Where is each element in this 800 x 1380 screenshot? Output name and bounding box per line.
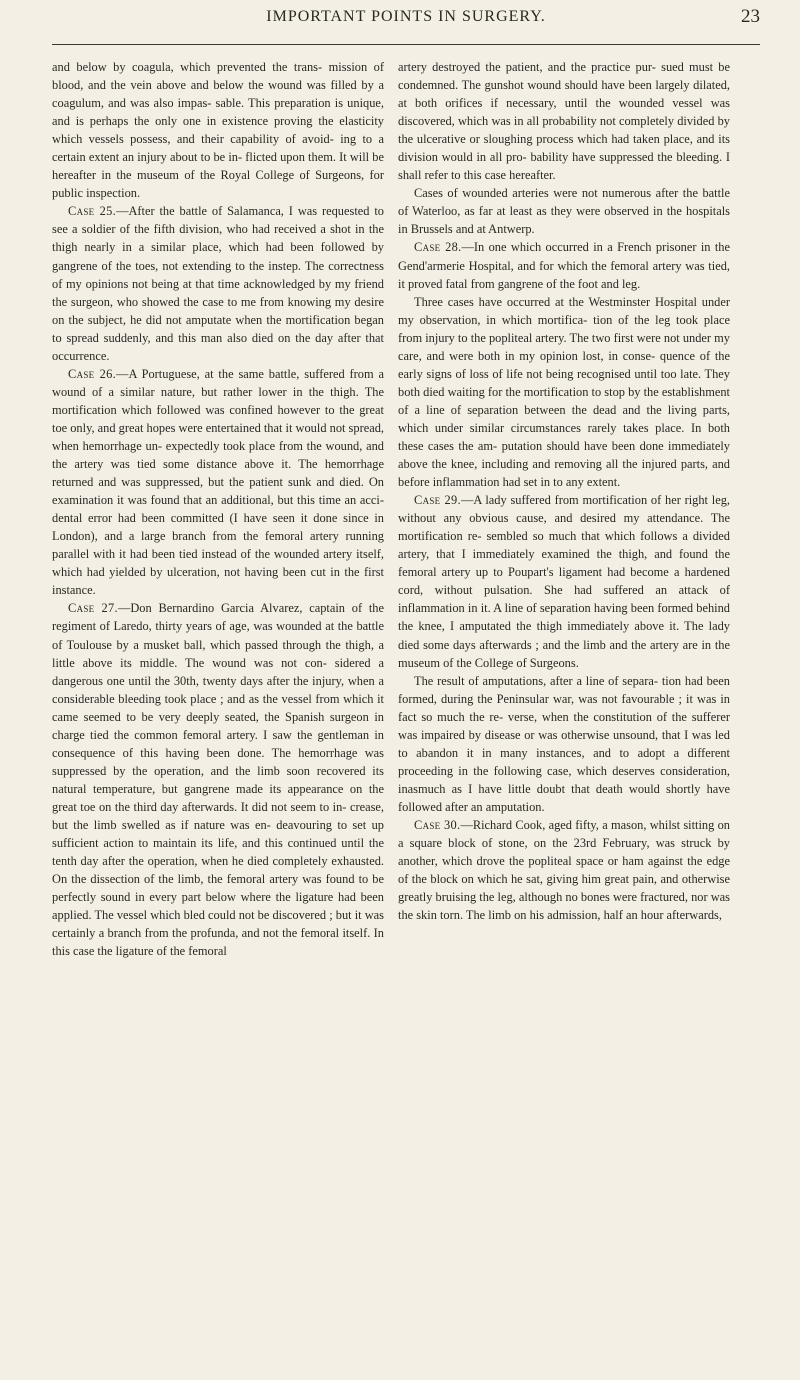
case-label: Case 28.: [414, 240, 462, 255]
page-number: 23: [741, 6, 760, 27]
case-label: Case 30.: [414, 817, 461, 832]
case-26-paragraph: [52, 365, 384, 600]
case-28-paragraph: [398, 238, 730, 292]
page-header: [52, 6, 760, 46]
right-column: [398, 58, 730, 924]
case-label: Case 26.: [68, 366, 117, 381]
paragraph-text: —A Portuguese, at the same battle, suffered from a wound of a similar nature, but rather lower in the thigh. The mortification which followed was confined however to the great toe only, and great hopes were entertained that it would not spread, when hemorrhage un- expectedly took place from the wound, and the artery was tied some distance above it. The hemorrhage returned and was suppressed, but the patient sunk and died. On examination it was found that an additional, but this time an acci- dental error had been committed (I have seen it done since in London), and a large branch from the femoral artery running parallel with it had been tied instead of the wounded artery itself, which had yielded by ulceration, not having been cut in the first instance.: [52, 366, 384, 598]
case-29-paragraph: [398, 491, 730, 671]
running-title: IMPORTANT POINTS IN SURGERY.: [266, 8, 546, 25]
paragraph-text: —Don Bernardino Garcia Alvarez, captain of the regiment of Laredo, thirty years of age, was wounded at the battle of Toulouse by a musket ball, which passed through the thigh, a little above its middle. The wound was not con- sidered a dangerous one until the 30th, twenty days after the injury, when a considerable bleeding took place ; and as the vessel from which it came seemed to be very deeply seated, the Spanish surgeon in charge tied the common femoral artery. I saw the gentleman in consequence of this having been done. The hemorrhage was suppressed by the operation, and the limb soon recovered its natural temperature, but gangrene made its appearance on the great toe on the third day afterwards. It did not seem to in- crease, but the limb swelled as if nature was en- deavouring to set up sufficient action to maintain its life, and this continued until the tenth day after the operation, when he died completely exhausted. On the dissection of the limb, the femoral artery was found to be perfectly sound in every part below where the ligature had been applied. The vessel which bled could not be discovered ; but it was certainly a branch from the profunda, and not the femoral itself. In this case the ligature of the femoral: [52, 601, 384, 959]
paragraph-text: —A lady suffered from mortification of her right leg, without any obvious cause, and desired my attendance. The mortification re- sembled so much that which follows a divided artery, that I immediately examined the thigh, and found the femoral artery up to Poupart's ligament had become a hardened cord, without pulsation. She had suffered an attack of inflammation in it. A line of separation having been formed behind the knee, I amputated the thigh immediately above it. The lady died some days afterwards ; and the limb and the artery are in the museum of the College of Surgeons.: [398, 493, 730, 670]
paragraph-text: The result of amputations, after a line of separa- tion had been formed, during the Peninsular war, was not favourable ; it was in fact so much the re- verse, when the constitution of the sufferer was impaired by disease or was otherwise unsound, that I was led to abandon it in many instances, and to adopt a different proceeding in the following case, which deserves consideration, inasmuch as I have little doubt that death would shortly have followed after an amputation.: [398, 673, 730, 814]
case-27-paragraph: [52, 599, 384, 960]
paragraph-text: —In one which occurred in a French prisoner in the Gend'armerie Hospital, and for which the femoral artery was tied, it proved fatal from gangrene of the foot and leg.: [398, 240, 730, 291]
paragraph-text: and below by coagula, which prevented the trans- mission of blood, and the vein above and below the wound was filled by a coagulum, and was also impas- sable. This preparation is unique, and is perhaps the only one in existence proving the elasticity which vessels possess, and their capability of avoid- ing to a certain extent an injury about to be in- flicted upon them. It will be hereafter in the museum of the Royal College of Surgeons, for public inspection.: [52, 60, 384, 201]
case-30-paragraph: [398, 816, 730, 924]
paragraph: [52, 58, 384, 202]
paragraph-text: Three cases have occurred at the Westminster Hospital under my observation, in which mortifica- tion of the leg took place from injury to the popliteal artery. The two first were not under my care, and were both in my opinion lost, in conse- quence of the early signs of loss of life not being recognised until too late. They both died waiting for the mortification to stop by the establishment of a line of separation between the dead and the living parts, which under similar circumstances rarely takes place. In both these cases the am- putation should have been done immediately above the knee, including and removing all the injured parts, and before inflammation had set in to any extent.: [398, 294, 730, 490]
left-column: [52, 58, 384, 960]
paragraph-text: —Richard Cook, aged fifty, a mason, whilst sitting on a square block of stone, on the 23rd February, was struck by another, which drove the popliteal space or ham against the edge of the block on which he sat, giving him great pain, and otherwise greatly bruising the leg, although no bones were fractured, nor was the skin torn. The limb on his admission, half an hour afterwards,: [398, 817, 730, 923]
case-label: Case 27.: [68, 601, 118, 616]
paragraph: [398, 58, 730, 184]
case-label: Case 25.: [68, 204, 117, 219]
case-25-paragraph: [52, 202, 384, 364]
paragraph-text: —After the battle of Salamanca, I was requested to see a soldier of the fifth division, who had received a shot in the thigh nearly in a similar place, which had been followed by gangrene of the toes, not extending to the instep. The correctness of my opinions not being at that time acknowledged by my friend the surgeon, who showed the case to me from knowing my desire on the subject, he did not amputate when the mortification began to spread suddenly, and this man also died on the day after that occurrence.: [52, 204, 384, 363]
paragraph: [398, 293, 730, 492]
paragraph-text: Cases of wounded arteries were not numerous after the battle of Waterloo, as far at least as they were observed in the hospitals in Brussels and at Antwerp.: [398, 186, 730, 237]
paragraph-text: artery destroyed the patient, and the practice pur- sued must be condemned. The gunshot wound should have been largely dilated, at both orifices if necessary, until the wounded vessel was discovered, which was in all probability not completely divided by the ulcerative or sloughing process which had taken place, and its division would in all pro- bability have suppressed the bleeding. I shall refer to this case hereafter.: [398, 60, 730, 183]
case-label: Case 29.: [414, 493, 461, 508]
header-rule: [52, 44, 760, 45]
paragraph: [398, 184, 730, 238]
paragraph: [398, 672, 730, 816]
